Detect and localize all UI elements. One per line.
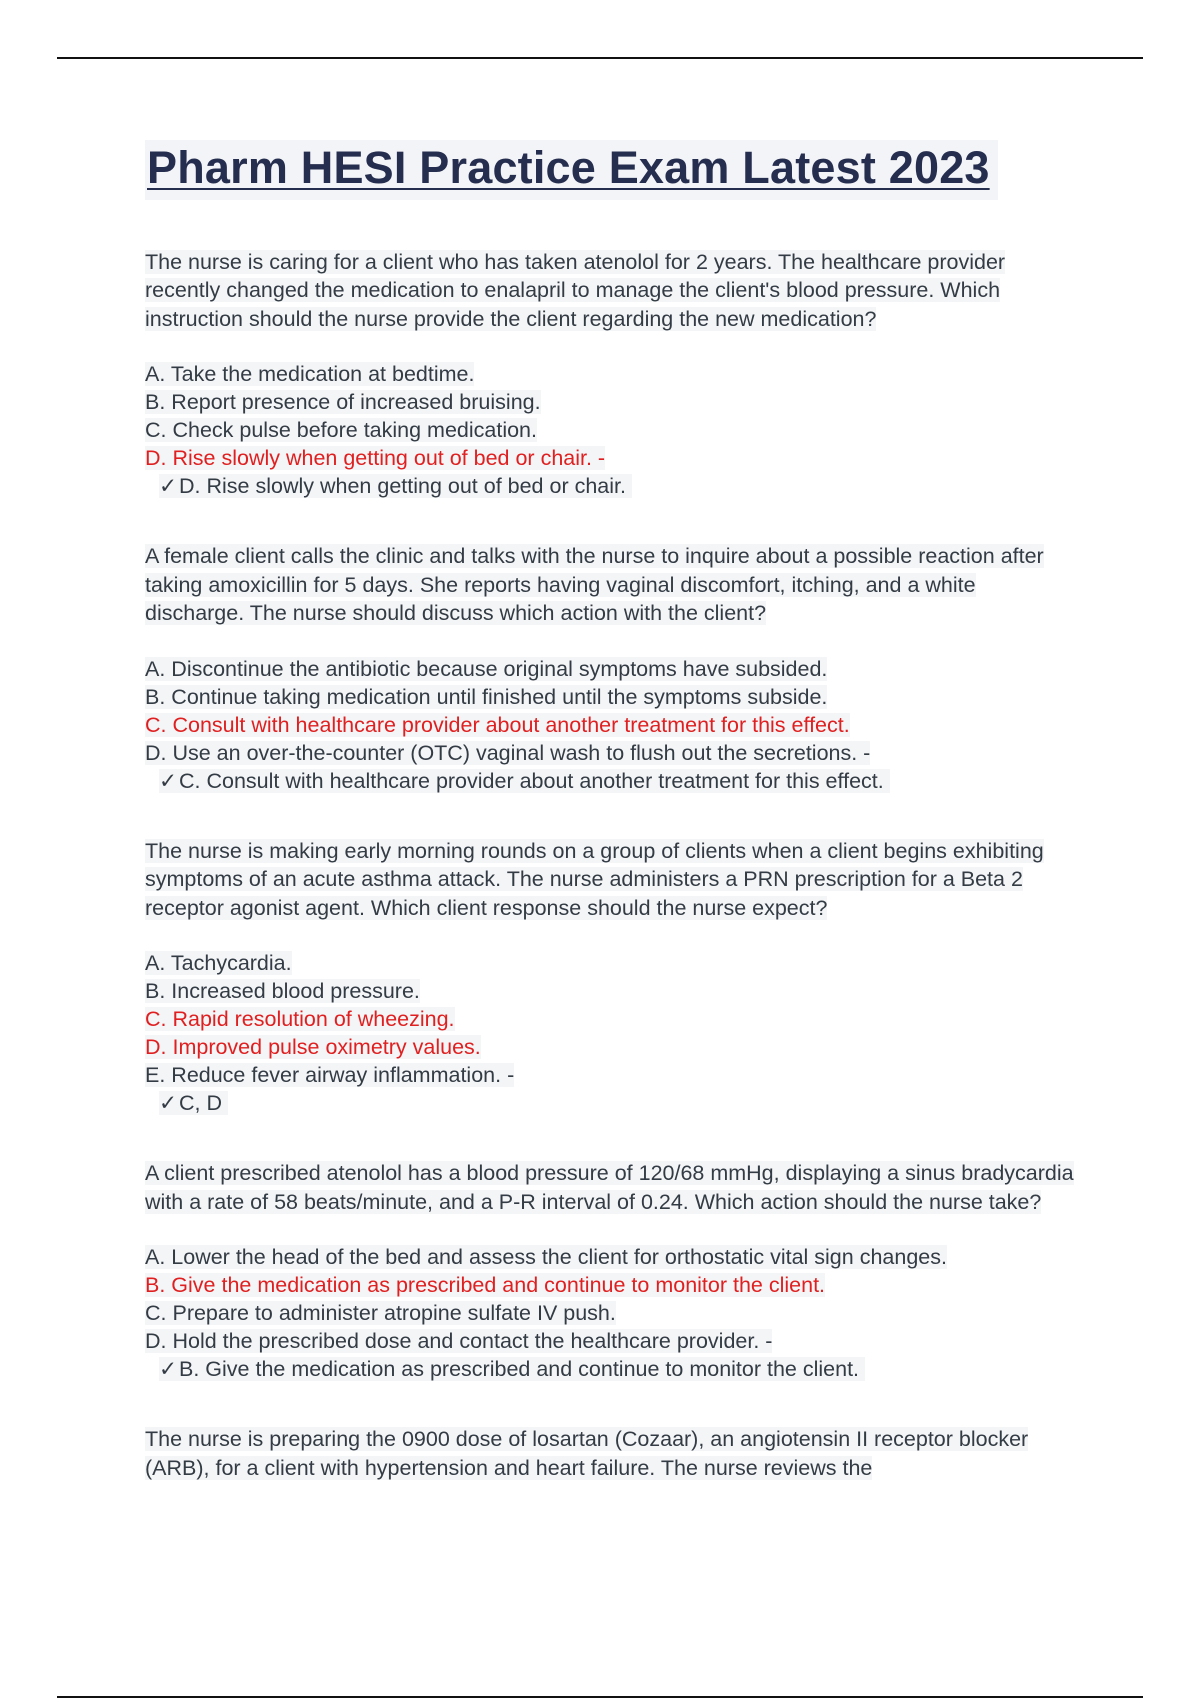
option-text: B. Increased blood pressure. [145,979,420,1004]
document-title: Pharm HESI Practice Exam Latest 2023 [145,140,998,200]
option-text: D. Hold the prescribed dose and contact the healthcare provider. - [145,1329,773,1354]
option-item-correct [145,1005,1075,1033]
option-text: E. Reduce fever airway inflammation. - [145,1063,515,1088]
checkmark-icon: ✓ [159,1091,178,1116]
question-stem-text: A client prescribed atenolol has a blood pressure of 120/68 mmHg, displaying a sinus bradycardia with a rate of 58 beats/minute, and a P-R interval of 0.24. Which action should the nurse take? [145,1161,1074,1214]
option-text: C. Rapid resolution of wheezing. [145,1007,455,1032]
question-block [145,1425,1075,1482]
option-item [145,388,1075,416]
question-block [145,1159,1075,1383]
question-stem [145,837,1075,923]
option-list [145,655,1075,767]
question-block [145,542,1075,795]
option-text: C. Check pulse before taking medication. [145,418,537,443]
option-text: D. Improved pulse oximetry values. [145,1035,481,1060]
option-text: C. Prepare to administer atropine sulfate IV push. [145,1301,616,1326]
checkmark-icon: ✓ [159,1357,178,1382]
document-body [145,140,1075,1482]
question-block [145,248,1075,501]
answer-line [145,1089,1075,1117]
option-item-correct [145,444,1075,472]
top-rule [57,57,1143,59]
option-text: B. Report presence of increased bruising. [145,390,541,415]
option-text: D. Use an over-the-counter (OTC) vaginal wash to flush out the secretions. - [145,740,871,765]
option-text: B. Continue taking medication until finished until the symptoms subside. [145,684,828,709]
option-text: A. Tachycardia. [145,951,292,976]
question-stem-text: The nurse is caring for a client who has taken atenolol for 2 years. The healthcare provider recently changed the medication to enalapril to manage the client's blood pressure. Which instruction should the nurse provide the client regarding the new medication? [145,249,1006,331]
option-text: A. Take the medication at bedtime. [145,362,475,387]
option-list [145,360,1075,472]
question-stem-text: A female client calls the clinic and talks with the nurse to inquire about a possible reaction after taking amoxicillin for 5 days. She reports having vaginal discomfort, itching, and a white discharge. The nurse should discuss which action with the client? [145,544,1044,626]
bottom-rule [57,1696,1143,1698]
option-item [145,1243,1075,1271]
option-item-correct [145,711,1075,739]
answer-line [145,472,1075,500]
checkmark-icon: ✓ [159,474,178,499]
question-stem-text: The nurse is preparing the 0900 dose of losartan (Cozaar), an angiotensin II receptor blocker (ARB), for a client with hypertension and heart failure. The nurse reviews the [145,1427,1029,1480]
option-item [145,1327,1075,1355]
option-item [145,416,1075,444]
answer-text: B. Give the medication as prescribed and continue to monitor the client. [179,1357,860,1382]
question-stem [145,1425,1075,1482]
option-text: B. Give the medication as prescribed and continue to monitor the client. [145,1273,826,1298]
option-list [145,949,1075,1089]
answer-text: D. Rise slowly when getting out of bed or chair. [179,474,626,499]
question-stem-text: The nurse is making early morning rounds on a group of clients when a client begins exhibiting symptoms of an acute asthma attack. The nurse administers a PRN prescription for a Beta 2 receptor agonist agent. Which client response should the nurse expect? [145,838,1044,920]
question-stem [145,248,1075,334]
option-item-correct [145,1271,1075,1299]
answer-line [145,1355,1075,1383]
option-text: A. Discontinue the antibiotic because original symptoms have subsided. [145,656,828,681]
option-text: D. Rise slowly when getting out of bed or chair. - [145,446,606,471]
option-item [145,360,1075,388]
question-stem [145,542,1075,628]
question-stem [145,1159,1075,1216]
checkmark-icon: ✓ [159,768,178,793]
option-item [145,1299,1075,1327]
answer-text: C. Consult with healthcare provider about another treatment for this effect. [179,768,884,793]
answer-text: C, D [179,1091,223,1116]
option-text: C. Consult with healthcare provider about another treatment for this effect. [145,712,850,737]
question-block [145,837,1075,1118]
option-text: A. Lower the head of the bed and assess the client for orthostatic vital sign changes. [145,1245,947,1270]
option-item [145,977,1075,1005]
option-item-correct [145,1033,1075,1061]
option-list [145,1243,1075,1355]
option-item [145,1061,1075,1089]
option-item [145,655,1075,683]
option-item [145,739,1075,767]
option-item [145,683,1075,711]
option-item [145,949,1075,977]
answer-line [145,767,1075,795]
